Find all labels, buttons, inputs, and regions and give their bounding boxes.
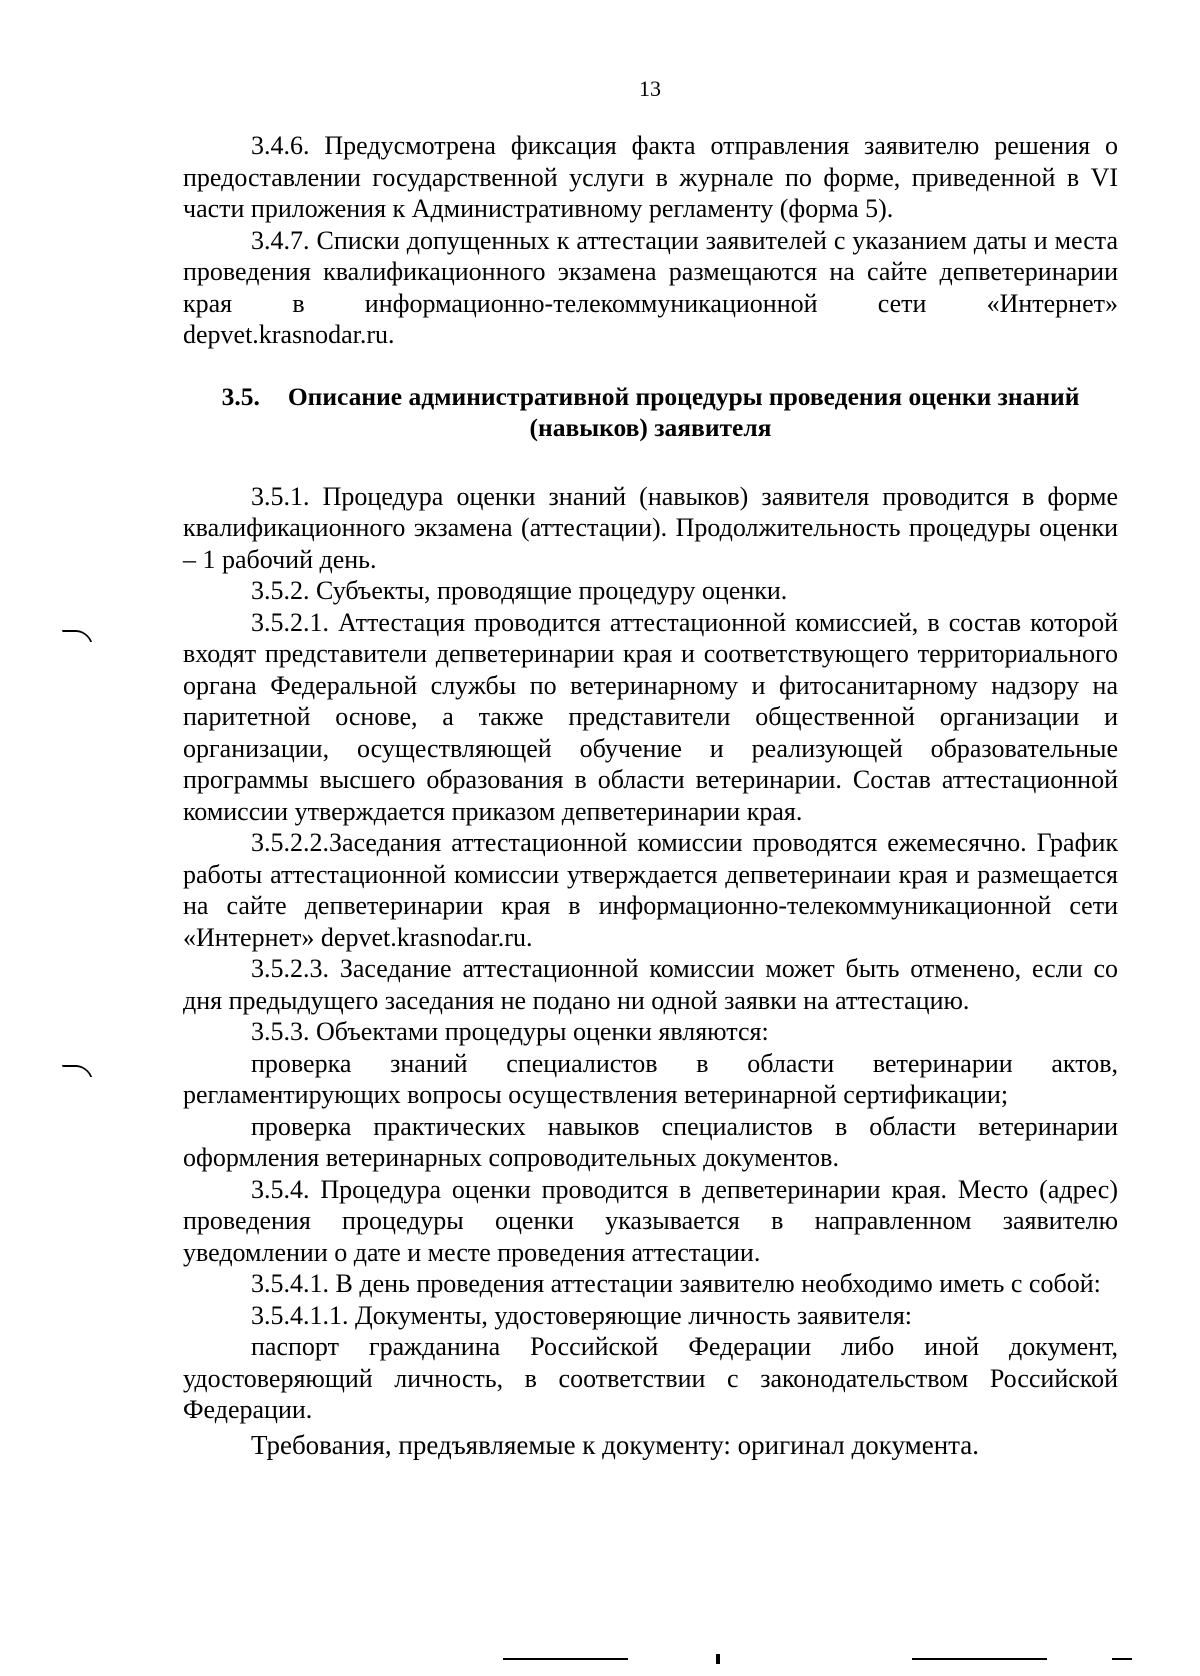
paragraph-passport: паспорт гражданина Российской Федерации либо иной документ, удостоверяющий личность, в соответствии с законодательством Российской Федерации.	[183, 1332, 1118, 1424]
paragraph-3-5-1: 3.5.1. Процедура оценки знаний (навыков) заявителя проводится в форме квалификационного экзамена (аттестации). Продолжительность процедуры оценки – 1 рабочий день.	[183, 481, 1118, 574]
bottom-rule	[1112, 1658, 1132, 1660]
paragraph-3-5-2-2: 3.5.2.2.Заседания аттестационной комиссии проводятся ежемесячно. График работы аттестационной комиссии утверждается депветеринаии края и размещается на сайте депветеринарии края в информационно-телекоммуникационной сети «Интернет» depvet.krasnodar.ru.	[183, 828, 1118, 952]
margin-mark	[62, 1065, 92, 1077]
list-item-knowledge-check: проверка знаний специалистов в области ветеринарии актов, регламентирующих вопросы осуществления ветеринарной сертификации;	[183, 1048, 1118, 1109]
bottom-rule	[503, 1658, 628, 1660]
paragraph-3-5-2: 3.5.2. Субъекты, проводящие процедуру оценки.	[251, 576, 788, 605]
bottom-tick-mark	[716, 1654, 720, 1664]
page-number: 13	[639, 76, 661, 101]
margin-mark	[62, 630, 92, 642]
paragraph-requirements: Требования, предъявляемые к документу: оригинал документа.	[251, 1429, 980, 1460]
paragraph-3-5-3: 3.5.3. Объектами процедуры оценки являются:	[251, 1017, 769, 1046]
paragraph-3-5-2-3: 3.5.2.3. Заседание аттестационной комиссии может быть отменено, если со дня предыдущего заседания не подано ни одной заявки на аттестацию.	[183, 954, 1118, 1015]
document-body	[183, 130, 1118, 1461]
paragraph-3-4-7: 3.4.7. Списки допущенных к аттестации заявителей с указанием даты и места проведения квалификационного экзамена размещаются на сайте депветеринарии края в информационно-телекоммуникационной сети «Интернет» depvet.krasnodar.ru.	[183, 225, 1118, 349]
paragraph-3-4-6: 3.4.6. Предусмотрена фиксация факта отправления заявителю решения о предоставлении государственной услуги в журнале по форме, приведенной в VI части приложения к Административному регламенту (форма 5).	[183, 131, 1118, 223]
section-title: Описание административной процедуры проведения оценки знаний (навыков) заявителя	[287, 381, 1080, 442]
paragraph-3-5-2-1: 3.5.2.1. Аттестация проводится аттестационной комиссией, в состав которой входят представители депветеринарии края и соответствующего территориального органа Федеральной службы по ветеринарному и фитосанитарному надзору на паритетной основе, а также представители общественной организации и организации, осуществляющей обучение и реализующей образовательные программы высшего образования в области ветеринарии. Состав аттестационной комиссии утверждается приказом депветеринарии края.	[183, 607, 1118, 826]
bottom-rule	[912, 1658, 1047, 1660]
paragraph-3-5-4-1-1: 3.5.4.1.1. Документы, удостоверяющие личность заявителя:	[251, 1300, 913, 1330]
section-heading-3-5	[183, 381, 1118, 443]
section-number: 3.5.	[221, 381, 260, 411]
list-item-skills-check: проверка практических навыков специалистов в области ветеринарии оформления ветеринарных сопроводительных документов.	[183, 1111, 1118, 1172]
paragraph-3-5-4-1: 3.5.4.1. В день проведения аттестации заявителю необходимо иметь с собой:	[251, 1269, 1101, 1298]
paragraph-3-5-4: 3.5.4. Процедура оценки проводится в депветеринарии края. Место (адрес) проведения процедуры оценки указывается в направленном заявителю уведомлении о дате и месте проведения аттестации.	[183, 1174, 1118, 1267]
